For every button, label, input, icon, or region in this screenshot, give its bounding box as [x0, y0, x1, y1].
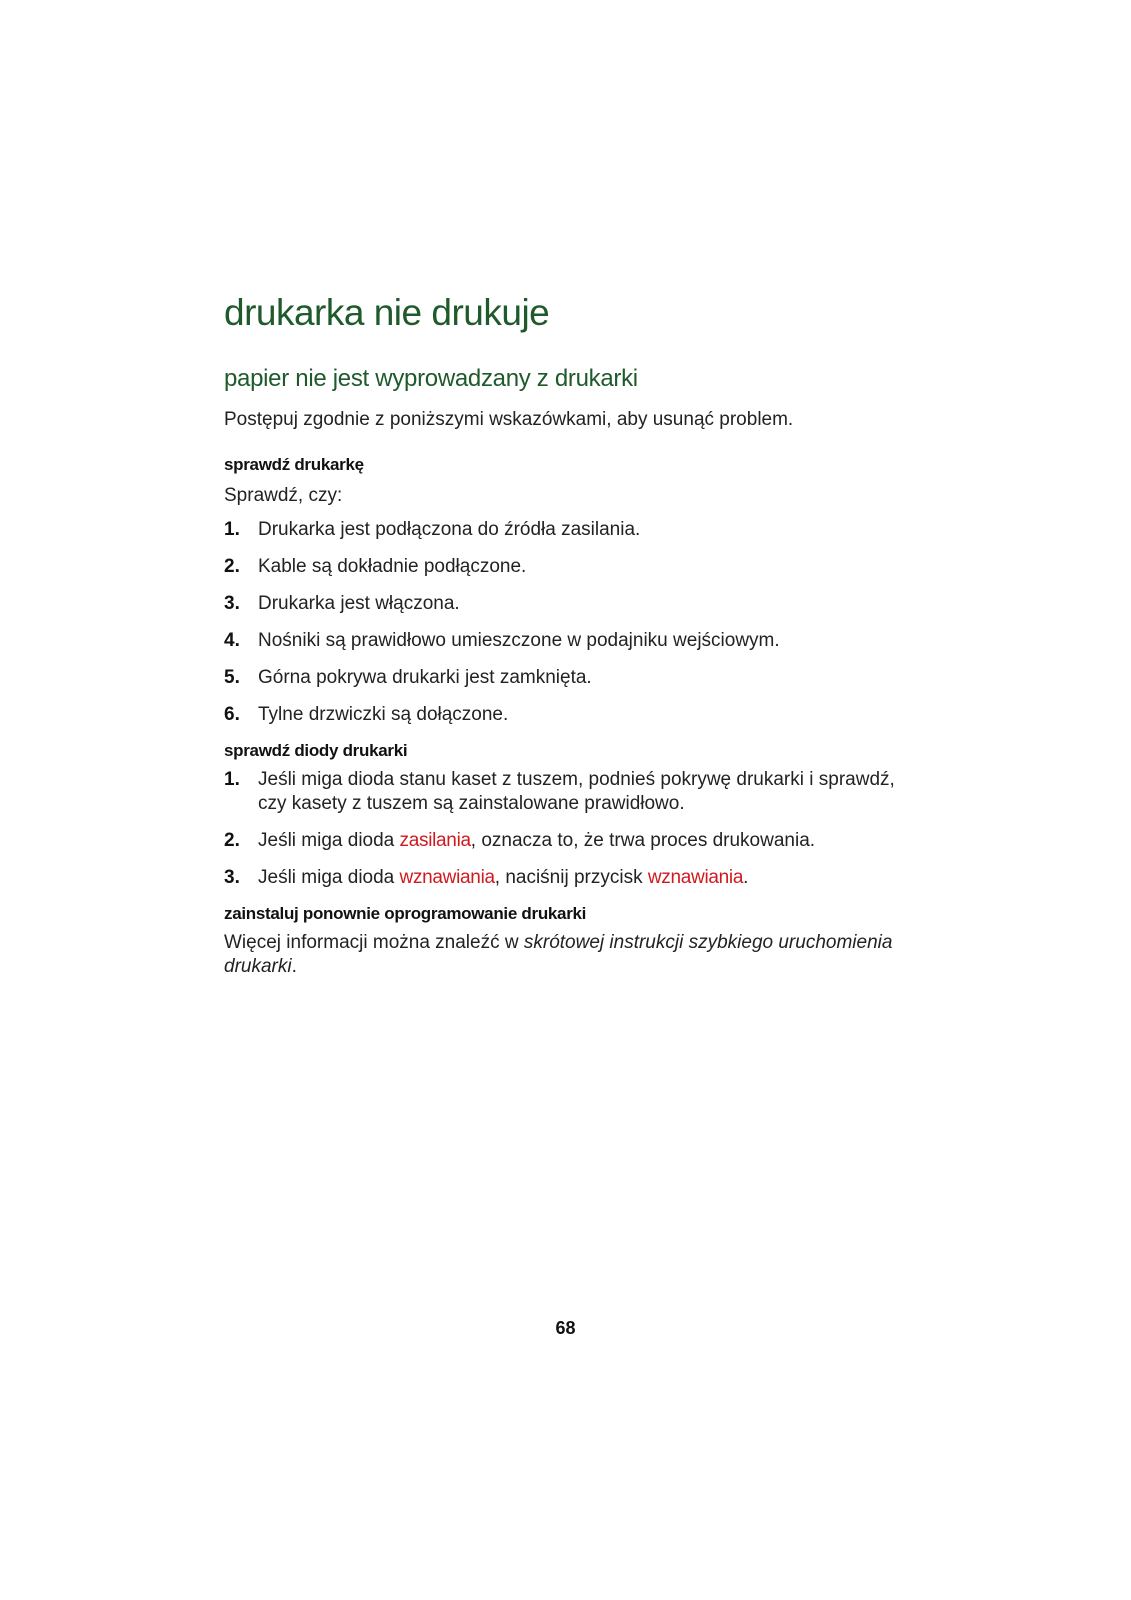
- list-item-number: 3.: [224, 593, 240, 614]
- list-item-text-mid: , naciśnij przycisk: [494, 867, 648, 888]
- list-item-text-pre: Jeśli miga dioda: [258, 867, 400, 888]
- check-printer-list: [224, 518, 924, 727]
- list-item: [224, 555, 924, 579]
- list-item-text: Nośniki są prawidłowo umieszczone w podajniku wejściowym.: [258, 630, 780, 651]
- list-item-number: 5.: [224, 667, 240, 688]
- reinstall-software-heading: zainstaluj ponownie oprogramowanie drukarki: [224, 904, 587, 923]
- power-light-link[interactable]: zasilania: [399, 830, 471, 851]
- list-item-number: 1.: [224, 519, 240, 540]
- list-item: [224, 518, 924, 542]
- list-item-number: 4.: [224, 630, 240, 651]
- page-title: drukarka nie drukuje: [224, 292, 550, 333]
- check-lights-list: [224, 768, 924, 890]
- list-item-text-pre: Jeśli miga dioda: [258, 830, 400, 851]
- list-item-number: 6.: [224, 704, 240, 725]
- quick-start-guide-title: skrótowej instrukcji szybkiego uruchomienia drukarki: [224, 932, 893, 977]
- list-item: [224, 768, 924, 816]
- reinstall-software-text: [224, 931, 924, 979]
- reinstall-text-post: .: [291, 956, 297, 977]
- list-item-text: Drukarka jest podłączona do źródła zasilania.: [258, 519, 641, 540]
- page-content: [224, 290, 924, 979]
- section-subtitle: papier nie jest wyprowadzany z drukarki: [224, 365, 638, 392]
- check-printer-heading: sprawdź drukarkę: [224, 455, 364, 474]
- list-item-text-post: , oznacza to, że trwa proces drukowania.: [470, 830, 816, 851]
- list-item: [224, 829, 924, 853]
- list-item-text: Kable są dokładnie podłączone.: [258, 556, 527, 577]
- reinstall-text-pre: Więcej informacji można znaleźć w: [224, 932, 524, 953]
- list-item: [224, 666, 924, 690]
- list-item-text-post: .: [743, 867, 749, 888]
- list-item-text: Drukarka jest włączona.: [258, 593, 460, 614]
- list-item: [224, 703, 924, 727]
- list-item-text: Jeśli miga dioda stanu kaset z tuszem, podnieś pokrywę drukarki i sprawdź, czy kasety z tuszem są zainstalowane prawidłowo.: [258, 769, 895, 814]
- resume-light-link[interactable]: wznawiania: [399, 867, 495, 888]
- list-item-number: 3.: [224, 867, 240, 888]
- list-item-text: Górna pokrywa drukarki jest zamknięta.: [258, 667, 592, 688]
- intro-text: Postępuj zgodnie z poniższymi wskazówkami, aby usunąć problem.: [224, 409, 794, 430]
- check-lights-heading: sprawdź diody drukarki: [224, 741, 408, 760]
- list-item-number: 1.: [224, 769, 240, 790]
- check-printer-lead: Sprawdź, czy:: [224, 485, 343, 506]
- list-item-number: 2.: [224, 556, 240, 577]
- resume-button-link[interactable]: wznawiania: [647, 867, 744, 888]
- list-item: [224, 866, 924, 890]
- list-item-number: 2.: [224, 830, 240, 851]
- list-item-text: Tylne drzwiczki są dołączone.: [258, 704, 509, 725]
- list-item: [224, 629, 924, 653]
- page-number: 68: [555, 1318, 576, 1338]
- list-item: [224, 592, 924, 616]
